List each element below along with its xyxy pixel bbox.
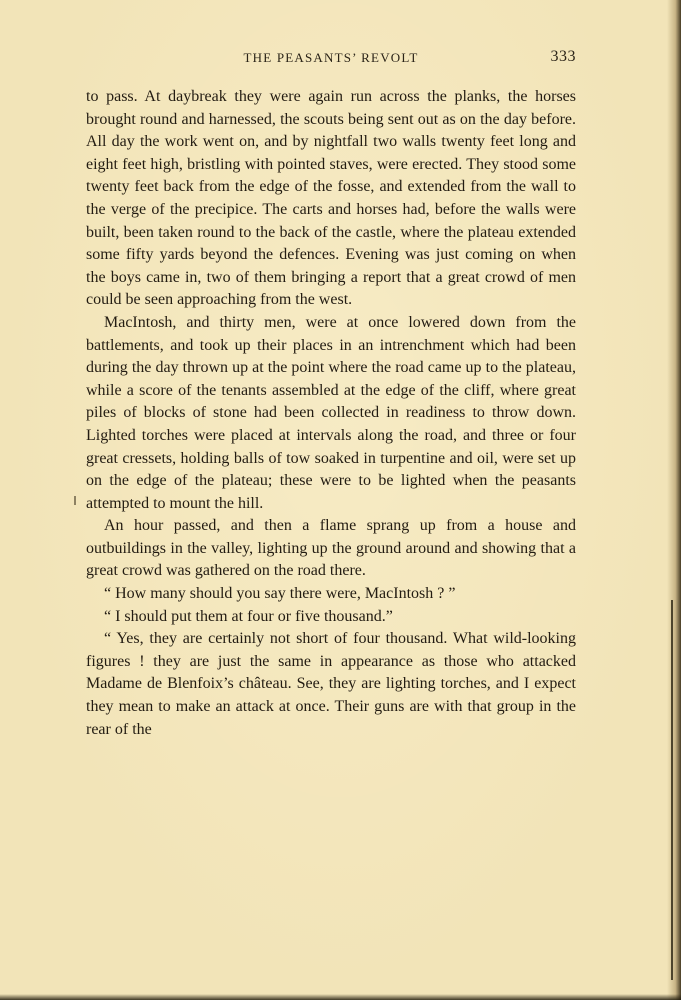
body-text bbox=[86, 86, 576, 741]
paragraph-5: “ I should put them at four or five thousand.” bbox=[104, 607, 393, 625]
running-head: THE PEASANTS’ REVOLT bbox=[243, 50, 419, 65]
paragraph-3: An hour passed, and then a flame sprang up from a house and outbuildings in the valley, lighting up the ground around and showing that a great crowd was gathered on the road there. bbox=[86, 517, 576, 580]
page-number: 333 bbox=[550, 48, 576, 65]
paragraph-2: MacIntosh, and thirty men, were at once lowered down from the battlements, and took up their places in an intrenchment which had been during the day thrown up at the point where the road came up to the plateau, while a score of the tenants assembled at the edge of the cliff, where great piles of blocks of stone had been collected in readiness to throw down. Lighted torches were placed at intervals along the road, and three or four great cressets, holding balls of tow soaked in turpentine and oil, were set up on the edge of the plateau; these were to be lighted when the peasants attempted to mount the hill. bbox=[86, 313, 576, 512]
paragraph-1: to pass. At daybreak they were again run across the planks, the horses brought round and harnessed, the scouts being sent out as on the day before. All day the work went on, and by nightfall two walls twenty feet long and eight feet high, bristling with pointed staves, were erected. They stood some twenty feet back from the edge of the fosse, and extended from the wall to the verge of the precipice. The carts and horses had, before the walls were built, been taken round to the back of the castle, where the plateau extended some fifty yards beyond the defences. Evening was just coming on when the boys came in, two of them bringing a report that a great crowd of men could be seen approaching from the west. bbox=[86, 88, 576, 309]
page-edge-shadow bbox=[667, 0, 681, 1000]
paragraph-4: “ How many should you say there were, MacIntosh ? ” bbox=[104, 585, 456, 603]
page-bottom-shadow bbox=[0, 994, 681, 1000]
page-header bbox=[86, 50, 576, 70]
paragraph-6: “ Yes, they are certainly not short of four thousand. What wild-looking figures ! they are just the same in appearance as those who attacked Madame de Blenfoix’s château. See, they are lighting torches, and I expect they mean to make an attack at once. Their guns are with that group in the rear of the bbox=[86, 630, 576, 738]
page-edge-line bbox=[671, 600, 673, 980]
margin-mark bbox=[74, 496, 76, 505]
